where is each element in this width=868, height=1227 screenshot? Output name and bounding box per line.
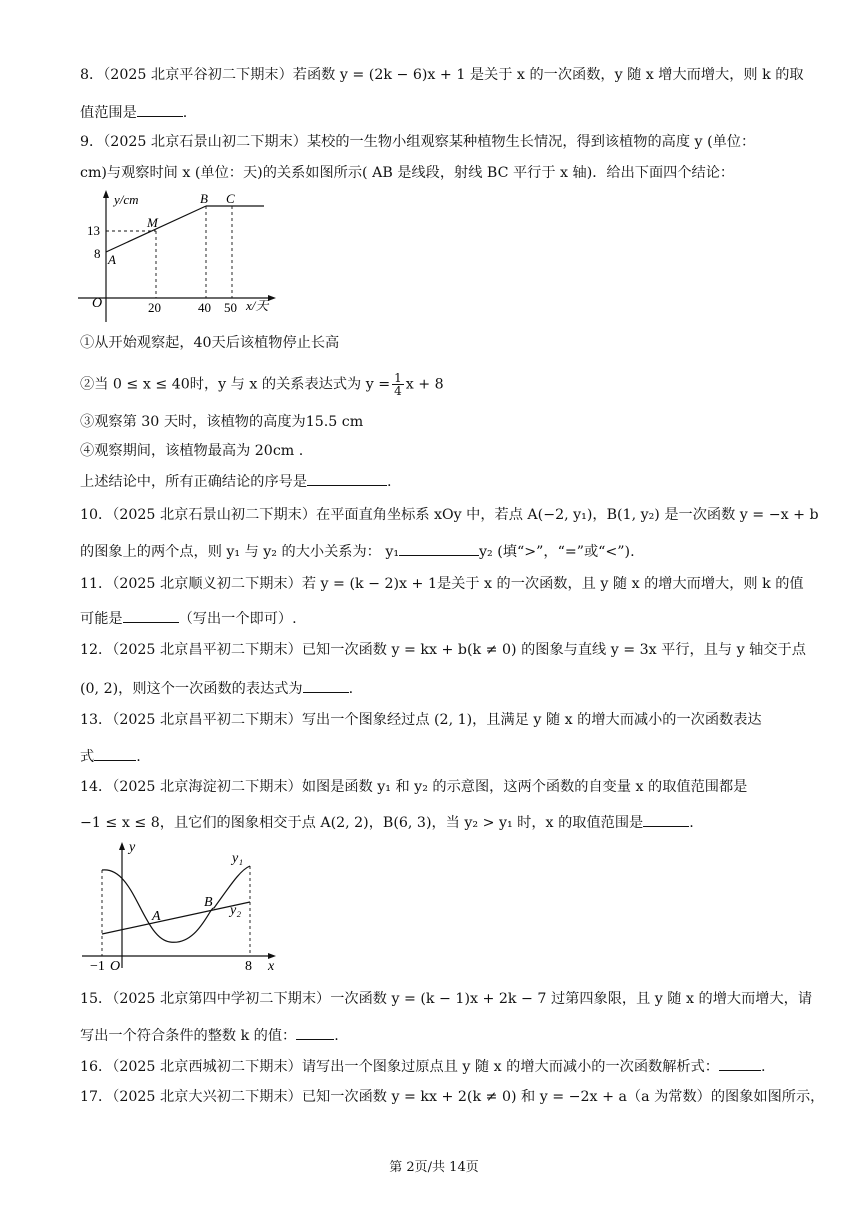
answer-blank bbox=[719, 1056, 761, 1071]
xtick-minus1: −1 bbox=[90, 959, 105, 974]
answer-blank bbox=[399, 541, 479, 556]
q14-line2-text: −1 ≤ x ≤ 8，且它们的图象相交于点 A(2, 2)，B(6, 3)，当 y₂ > y₁ 时，x 的取值范围是 bbox=[80, 815, 644, 831]
q10-line2-b: y₂ (填“>”，“=”或“<”). bbox=[479, 544, 635, 560]
answer-blank bbox=[123, 608, 179, 623]
ytick-8: 8 bbox=[94, 246, 101, 261]
q8-line1: 8．（2025 北京平谷初二下期末）若函数 y = (2k − 6)x + 1 是关于 x 的一次函数，y 随 x 增大而增大，则 k 的取 bbox=[80, 67, 804, 83]
x-axis-label: x/天 bbox=[246, 298, 269, 313]
point-C-label: C bbox=[226, 191, 235, 206]
q12-line2: (0, 2)，则这个一次函数的表达式为 . bbox=[80, 678, 353, 698]
q11-line1: 11．（2025 北京顺义初二下期末）若 y = (k − 2)x + 1是关于 x 的一次函数，且 y 随 x 的增大而增大，则 k 的值 bbox=[80, 576, 804, 592]
origin-label: O bbox=[110, 959, 121, 974]
q9-conclusion-4: ④观察期间，该植物最高为 20cm . bbox=[80, 443, 304, 459]
q9-c2-post: x + 8 bbox=[405, 376, 444, 393]
curve-y1-label: y₁ bbox=[232, 851, 244, 866]
q9-line1: 9．（2025 北京石景山初二下期末）某校的一生物小组观察某种植物生长情况，得到该植物的高度 y (单位： bbox=[80, 134, 756, 150]
q11-line2-b: （写出一个即可）. bbox=[178, 611, 297, 627]
answer-blank bbox=[643, 812, 689, 827]
q14-line2: −1 ≤ x ≤ 8，且它们的图象相交于点 A(2, 2)，B(6, 3)，当 y₂ > y₁ 时，x 的取值范围是 . bbox=[80, 812, 694, 832]
curve-y1 bbox=[102, 866, 250, 942]
fraction-one-quarter bbox=[392, 372, 404, 397]
y-axis-arrow bbox=[119, 842, 125, 850]
line-y2-label: y₂ bbox=[230, 903, 242, 918]
q9-ask: 上述结论中，所有正确结论的序号是 . bbox=[80, 471, 392, 491]
q9-conclusion-2 bbox=[80, 372, 444, 397]
q14-line1: 14．（2025 北京海淀初二下期末）如图是函数 y₁ 和 y₂ 的示意图，这两个函数的自变量 x 的取值范围都是 bbox=[80, 779, 748, 795]
q16-line1: 16．（2025 北京西城初二下期末）请写出一个图象过原点且 y 随 x 的增大而减小的一次函数解析式： . bbox=[80, 1056, 765, 1076]
answer-blank bbox=[137, 102, 183, 117]
q8-line2-text: 值范围是 bbox=[80, 105, 137, 121]
point-M-label: M bbox=[147, 215, 158, 230]
q13-line1: 13．（2025 北京昌平初二下期末）写出一个图象经过点 (2, 1)，且满足 y 随 x 的增大而减小的一次函数表达 bbox=[80, 712, 762, 728]
y-axis-label: y/cm bbox=[114, 192, 139, 207]
point-B-label: B bbox=[204, 895, 213, 910]
q8-line2: 值范围是 . bbox=[80, 102, 187, 122]
y-axis-arrow bbox=[103, 190, 109, 198]
q9-c2-pre: ②当 0 ≤ x ≤ 40时，y 与 x 的关系表达式为 y = bbox=[80, 376, 391, 393]
q12-line2-text: (0, 2)，则这个一次函数的表达式为 bbox=[80, 681, 303, 697]
answer-blank bbox=[303, 678, 349, 693]
q11-line2-a: 可能是 bbox=[80, 611, 123, 627]
point-B-label: B bbox=[200, 191, 208, 206]
q15-line1: 15．（2025 北京第四中学初二下期末）一次函数 y = (k − 1)x + 2k − 7 过第四象限，且 y 随 x 的增大而增大，请 bbox=[80, 991, 813, 1007]
xtick-40: 40 bbox=[198, 300, 211, 315]
q10-line2 bbox=[80, 541, 635, 561]
q13-line2: 式 . bbox=[80, 746, 141, 766]
q15-line2-text: 写出一个符合条件的整数 k 的值： bbox=[80, 1028, 297, 1044]
ytick-13: 13 bbox=[87, 223, 100, 238]
q9-graph bbox=[70, 186, 290, 328]
x-axis-label: x bbox=[268, 959, 275, 974]
q9-conclusion-3: ③观察第 30 天时，该植物的高度为15.5 cm bbox=[80, 414, 364, 430]
page-footer: 第 2页/共 14页 bbox=[389, 1160, 479, 1175]
point-A-label: A bbox=[152, 909, 161, 924]
xtick-20: 20 bbox=[148, 300, 161, 315]
origin-label: O bbox=[92, 296, 103, 311]
fraction-num: 1 bbox=[394, 371, 402, 385]
answer-blank bbox=[94, 746, 136, 761]
q10-line2-a: 的图象上的两个点，则 y₁ 与 y₂ 的大小关系为： y₁ bbox=[80, 544, 400, 560]
xtick-50: 50 bbox=[224, 300, 237, 315]
q9-ask-text: 上述结论中，所有正确结论的序号是 bbox=[80, 474, 308, 490]
q13-line2-text: 式 bbox=[80, 749, 95, 765]
fraction-den: 4 bbox=[394, 384, 402, 398]
answer-blank bbox=[296, 1025, 334, 1040]
x-axis-arrow bbox=[268, 295, 276, 301]
q11-line2 bbox=[80, 608, 297, 628]
q9-conclusion-1: ①从开始观察起，40天后该植物停止长高 bbox=[80, 335, 340, 351]
answer-blank bbox=[307, 471, 387, 486]
xtick-8: 8 bbox=[245, 959, 252, 974]
q15-line2: 写出一个符合条件的整数 k 的值： . bbox=[80, 1025, 339, 1045]
q14-graph bbox=[80, 838, 290, 980]
q12-line1: 12．（2025 北京昌平初二下期末）已知一次函数 y = kx + b(k ≠ 0) 的图象与直线 y = 3x 平行，且与 y 轴交于点 bbox=[80, 642, 806, 658]
q17-line1: 17．（2025 北京大兴初二下期末）已知一次函数 y = kx + 2(k ≠ 0) 和 y = −2x + a（a 为常数）的图象如图所示， bbox=[80, 1089, 825, 1105]
q10-line1: 10．（2025 北京石景山初二下期末）在平面直角坐标系 xOy 中，若点 A(−2, y₁)，B(1, y₂) 是一次函数 y = −x + b bbox=[80, 507, 819, 523]
y-axis-label: y bbox=[129, 840, 136, 855]
point-A-label: A bbox=[108, 252, 116, 267]
q9-line2: cm)与观察时间 x (单位：天)的关系如图所示( AB 是线段，射线 BC 平行于 x 轴)．给出下面四个结论： bbox=[80, 165, 735, 181]
line-y2 bbox=[102, 902, 250, 934]
q16-text: 16．（2025 北京西城初二下期末）请写出一个图象过原点且 y 随 x 的增大而减小的一次函数解析式： bbox=[80, 1059, 719, 1075]
